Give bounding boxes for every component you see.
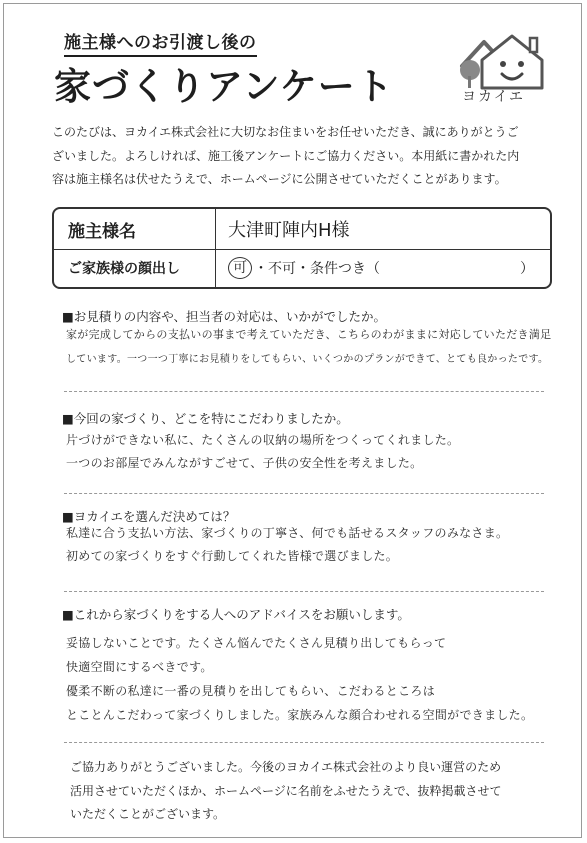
question-2: ■今回の家づくり、どこを特にこだわりましたか。: [62, 411, 349, 426]
photo-permission-options: [216, 249, 550, 287]
photo-permission-label: ご家族様の顔出し: [54, 249, 216, 287]
handwritten-answer: とことんこだわって家づくりしました。家族みんな顔合わせれる空間ができました。: [66, 708, 534, 722]
question-3: ■ヨカイエを選んだ決めては？: [62, 509, 236, 524]
section-divider: [64, 591, 544, 592]
handwritten-answer: 妥協しないことです。たくさん悩んでたくさん見積り出してもらって: [66, 636, 447, 650]
circled-option-allowed: 可: [228, 257, 252, 279]
owner-row: [54, 209, 550, 250]
handwritten-answer: 優柔不断の私達に一番の見積りを出してもらい、こだわるところは: [66, 684, 436, 698]
survey-page: [3, 3, 582, 838]
closing-line: 活用させていただくほか、ホームページに名前をふせたうえで、抜粋掲載させて: [70, 783, 502, 798]
section-divider: [64, 493, 544, 494]
survey-subtitle: 施主様へのお引渡し後の: [64, 28, 257, 57]
handwritten-answer: しています。一つ一つ丁寧にお見積りをしてもらい、いくつかのプランができて、とても良かったです。: [66, 354, 549, 365]
photo-permission-row: [54, 249, 550, 287]
intro-line: ざいました。よろしければ、施工後アンケートにご協力ください。本用紙に書かれた内: [52, 148, 520, 163]
section-divider: [64, 742, 544, 743]
closing-text: [70, 756, 540, 827]
owner-value: 大津町陣内H様: [228, 220, 350, 241]
handwritten-answer: 家が完成してからの支払いの事まで考えていただき、こちらのわがままに対応していただき満足: [66, 328, 552, 341]
intro-line: 容は施主様名は伏せたうえで、ホームページに公開させていただくことがあります。: [52, 172, 507, 186]
intro-text: [52, 121, 552, 192]
closing-line: いただくことがございます。: [70, 807, 226, 821]
handwritten-answer: 一つのお部屋でみんながすごせて、子供の安全性を考えました。: [66, 456, 423, 470]
handwritten-answer: 快適空間にするべきです。: [66, 660, 213, 674]
handwritten-answer: 初めての家づくりをすぐ行動してくれた皆様で選びました。: [66, 549, 399, 563]
photo-permission-other-options: ・不可・条件つき（: [254, 261, 380, 277]
logo-text: ヨカイエ: [462, 89, 526, 105]
question-4: ■これから家づくりをする人へのアドバイスをお願いします。: [62, 607, 410, 622]
owner-label: 施主様名: [54, 209, 216, 249]
owner-info-table: [52, 207, 552, 289]
handwritten-answer: 片づけができない私に、たくさんの収納の場所をつくってくれました。: [66, 433, 460, 447]
condition-close-paren: ）: [520, 261, 534, 277]
handwritten-answer: 私達に合う支払い方法、家づくりの丁寧さ、何でも話せるスタッフのみなさま。: [66, 526, 509, 540]
section-divider: [64, 391, 544, 392]
closing-line: ご協力ありがとうございました。今後のヨカイエ株式会社のより良い運営のため: [70, 760, 502, 774]
survey-title: 家づくりアンケート: [54, 65, 394, 108]
intro-line: このたびは、ヨカイエ株式会社に大切なお住まいをお任せいただき、誠にありがとうご: [52, 125, 519, 139]
question-1: ■お見積りの内容や、担当者の対応は、いかがでしたか。: [62, 309, 387, 324]
